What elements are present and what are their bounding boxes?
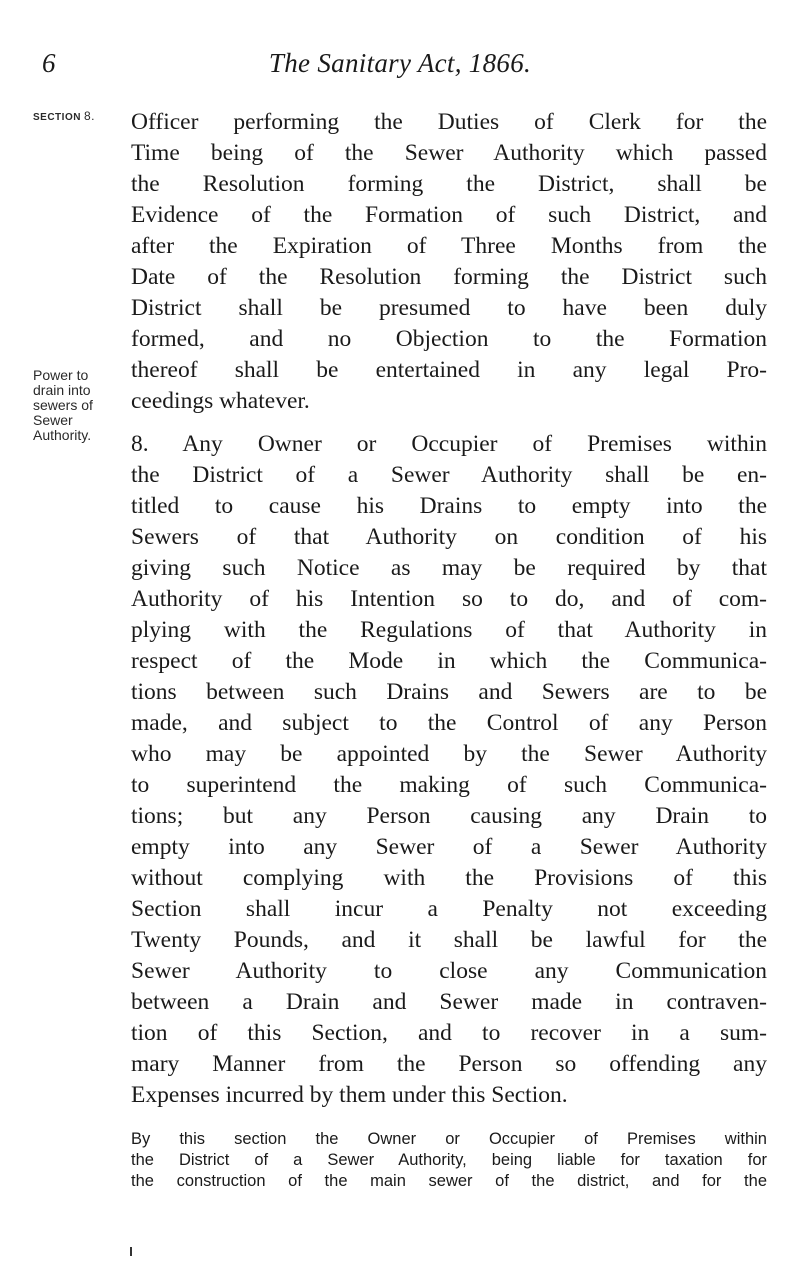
body-line: the District of a Sewer Authority shall be en- [131, 462, 767, 488]
sidenote-line: sewers of [33, 397, 93, 413]
commentary-line: By this section the Owner or Occupier of Premises within [131, 1130, 767, 1148]
body-line: thereof shall be entertained in any legal Pro- [131, 357, 767, 383]
body-line: Section shall incur a Penalty not exceeding [131, 896, 767, 922]
body-line: Evidence of the Formation of such District, and [131, 202, 767, 228]
body-line: titled to cause his Drains to empty into the [131, 493, 767, 519]
commentary-line: the District of a Sewer Authority, being liable for taxation for [131, 1151, 767, 1169]
body-line: empty into any Sewer of a Sewer Authority [131, 834, 767, 860]
page-number: 6 [42, 48, 56, 78]
section-word: SECTION [33, 112, 81, 123]
body-line: tion of this Section, and to recover in a sum- [131, 1020, 767, 1046]
body-line: District shall be presumed to have been duly [131, 295, 767, 321]
body-line: the Resolution forming the District, shall be [131, 171, 767, 197]
body-line: to superintend the making of such Communica- [131, 772, 767, 798]
body-line: Sewers of that Authority on condition of his [131, 524, 767, 550]
body-line: Expenses incurred by them under this Section. [131, 1082, 568, 1108]
body-line: who may be appointed by the Sewer Authority [131, 741, 767, 767]
page-header [0, 48, 800, 88]
sidenote-line: Sewer [33, 412, 73, 428]
body-line: tions; but any Person causing any Drain to [131, 803, 767, 829]
body-line: Sewer Authority to close any Communication [131, 958, 767, 984]
commentary-line: the construction of the main sewer of the district, and for the [131, 1172, 767, 1190]
body-line: ceedings whatever. [131, 388, 310, 414]
print-mark [130, 1247, 132, 1256]
section-number: 8. [83, 109, 95, 123]
body-line: made, and subject to the Control of any Person [131, 710, 767, 736]
body-line: Twenty Pounds, and it shall be lawful for the [131, 927, 767, 953]
body-line: Date of the Resolution forming the District such [131, 264, 767, 290]
body-line: plying with the Regulations of that Authority in [131, 617, 767, 643]
body-line: after the Expiration of Three Months from the [131, 233, 767, 259]
body-line: without complying with the Provisions of this [131, 865, 767, 891]
running-title: The Sanitary Act, 1866. [268, 48, 532, 78]
body-line: tions between such Drains and Sewers are to be [131, 679, 767, 705]
body-line: respect of the Mode in which the Communica- [131, 648, 767, 674]
sidenote-line: Power to [33, 367, 89, 383]
marginal-sidenote [33, 368, 93, 443]
body-line: Officer performing the Duties of Clerk for the [131, 109, 767, 135]
sidenote-line: Authority. [33, 427, 92, 443]
body-line: giving such Notice as may be required by that [131, 555, 767, 581]
body-line: Authority of his Intention so to do, and of com- [131, 586, 767, 612]
section-label [33, 109, 95, 123]
body-line: formed, and no Objection to the Formation [131, 326, 767, 352]
sidenote-line: drain into [33, 382, 91, 398]
body-line: Time being of the Sewer Authority which passed [131, 140, 767, 166]
body-line: between a Drain and Sewer made in contraven- [131, 989, 767, 1015]
body-line: mary Manner from the Person so offending any [131, 1051, 767, 1077]
body-line: 8. Any Owner or Occupier of Premises within [131, 431, 767, 457]
